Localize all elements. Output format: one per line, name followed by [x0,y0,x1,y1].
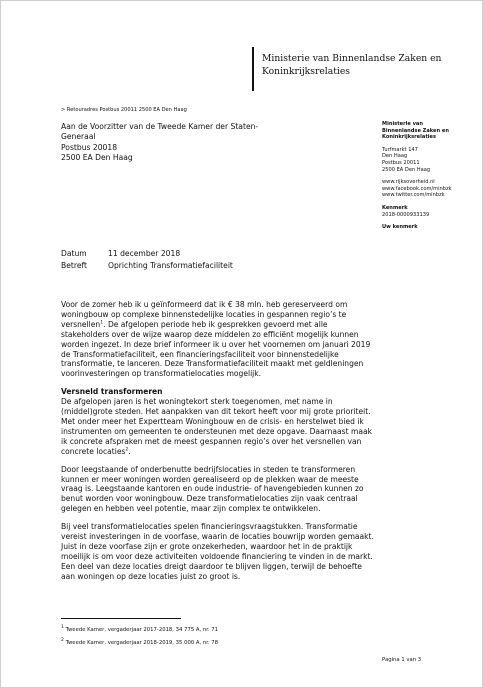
footnote-1-text: Tweede Kamer, vergaderjaar 2017-2018, 34 775 A, nr. 71 [63,627,219,633]
body-line: worden ingezet. In deze brief informeer ik u over het voornemen om januari 2019 [61,339,371,349]
body-line: voorinvesteringen op transformatielocaties mogelijk. [61,369,262,379]
body-line: Door leegstaande of onderbenutte bedrijfslocaties in steden te transformeren [61,464,356,474]
subject-label: Betreft [61,261,88,270]
sidebar-web-link[interactable]: www.rijksoverheid.nl [382,179,435,186]
body-line: stakeholders over de wijze waarop deze middelen zo efficiënt mogelijk kunnen [61,329,359,339]
body-line: . [128,446,131,456]
footnote-2 [61,637,218,650]
footnote-divider [61,618,181,619]
body-line: instrumenten om gemeenten te ondersteunen met deze opgave. Daarnaast maak [61,426,372,436]
footnote-2-text: Tweede Kamer, vergaderjaar 2018-2019, 35 000 A, nr. 78 [63,639,219,646]
body-line: (middel)grote steden. Het aanpakken van dit tekort heeft voor mij grote prioriteit. [61,407,371,417]
sidebar-kenmerk-label: Kenmerk [382,204,408,211]
sidebar-twitter-link[interactable]: www.twitter.com/minbzk [382,192,445,199]
paragraph-intro [61,300,383,379]
body-line: transformatie, te lanceren. Deze Transformatiefaciliteit maakt met geldleningen [61,359,364,369]
ministry-name-line2: Koninkrijksrelaties [262,66,350,77]
sidebar-postcode: 2500 EA Den Haag [382,166,431,173]
sidebar-uw-kenmerk-label: Uw kenmerk [382,224,418,231]
recipient-line2: Generaal [61,132,96,142]
letter-body [61,300,383,582]
letter-meta [61,248,233,272]
sidebar-org-line3: Koninkrijksrelaties [382,134,436,141]
body-line: . De afgelopen periode heb ik gesprekken gevoerd met alle [103,319,328,329]
page-number: Pagina 1 van 3 [382,657,422,663]
footnotes [61,624,218,650]
body-line: kunnen er meer woningen worden gerealiseerd op de plekken waar de meeste [61,474,359,484]
recipient-line3: Postbus 20018 [61,142,118,152]
body-line: benut worden voor woningbouw. Deze transformatielocaties zijn vaak centraal [61,494,358,504]
body-line: Een deel van deze locaties dreigt daardoor te blijven liggen, terwijl de behoefte [61,561,362,571]
body-line: aan woningen op deze locaties juist zo groot is. [61,571,241,581]
sidebar-org-line2: Binnenlandse Zaken en [382,127,449,134]
recipient-line1: Aan de Voorzitter van de Tweede Kamer der Staten- [61,122,259,131]
body-line: Met onder meer het Expertteam Woningbouw en de crisis- en herstelwet bied ik [61,416,364,426]
footnote-ref-2[interactable]: 2 [125,447,129,453]
ministry-logo-bar [252,47,254,91]
sidebar-postbus: Postbus 20011 [382,159,420,166]
recipient-line4: 2500 EA Den Haag [61,153,133,163]
body-line: Bij veel transformatielocaties spelen financieringsvraagstukken. Transformatie [61,522,358,532]
footnote-ref-1[interactable]: 1 [100,320,104,326]
body-line: moeilijk is om voor deze activiteiten voldoende financiering te vinden in de markt. [61,551,373,561]
body-line: ik concrete afspraken met de meest gespannen regio’s over het versnellen van [61,436,362,446]
body-line: woningbouw op complexe binnenstedelijke locaties in gespannen regio’s te [61,309,347,319]
body-line: Juist in deze voorfase zijn er grote onzekerheden, waardoor het in de praktijk [61,541,353,551]
body-line: de Transformatiefaciliteit, een financieringsfaciliteit voor binnenstedelijke [61,349,339,359]
date-value: 11 december 2018 [108,249,181,258]
body-line: gelegen en hebben veel potentie, maar zijn complex te ontwikkelen. [61,504,321,514]
body-line: Voor de zomer heb ik u geïnformeerd dat ik € 38 mln. heb gereserveerd om [61,300,348,309]
subject-value: Oprichting Transformatiefaciliteit [108,261,233,270]
sidebar-org-line1: Ministerie van [382,121,423,127]
sidebar-city: Den Haag [382,153,408,160]
body-line: concrete locaties [61,446,126,456]
sender-sidebar [382,121,478,231]
recipient-address [61,122,316,164]
body-line: versnellen [61,319,101,329]
ministry-name-line1: Ministerie van Binnenlandse Zaken en [262,53,442,64]
paragraph-housing-shortage [61,397,383,456]
paragraph-vacant-locations [61,465,383,515]
date-row [61,248,233,260]
sidebar-kenmerk-value: 2018-0000933139 [382,211,430,218]
sidebar-street: Turfmarkt 147 [382,146,418,153]
body-line: vraag is. Leegstaande kantoren en oude industrie- of havengebieden kunnen zo [61,484,364,494]
footnote-1 [61,624,218,637]
sidebar-facebook-link[interactable]: www.facebook.com/minbzk [382,185,452,192]
section-heading: Versneld transformeren [61,387,163,397]
paragraph-financing [61,522,383,581]
subject-row [61,260,233,272]
body-line: De afgelopen jaren is het woningtekort sterk toegenomen, met name in [61,397,333,407]
date-label: Datum [61,249,87,258]
return-address: > Retouradres Postbus 20011 2500 EA Den Haag [61,107,187,113]
body-line: vereist investeringen in de voorfase, waarin de locaties bouwrijp worden gemaakt. [61,532,374,542]
footnote-1-number: 1 [61,625,64,631]
footnote-2-number: 2 [61,638,64,644]
ministry-name [262,52,477,78]
